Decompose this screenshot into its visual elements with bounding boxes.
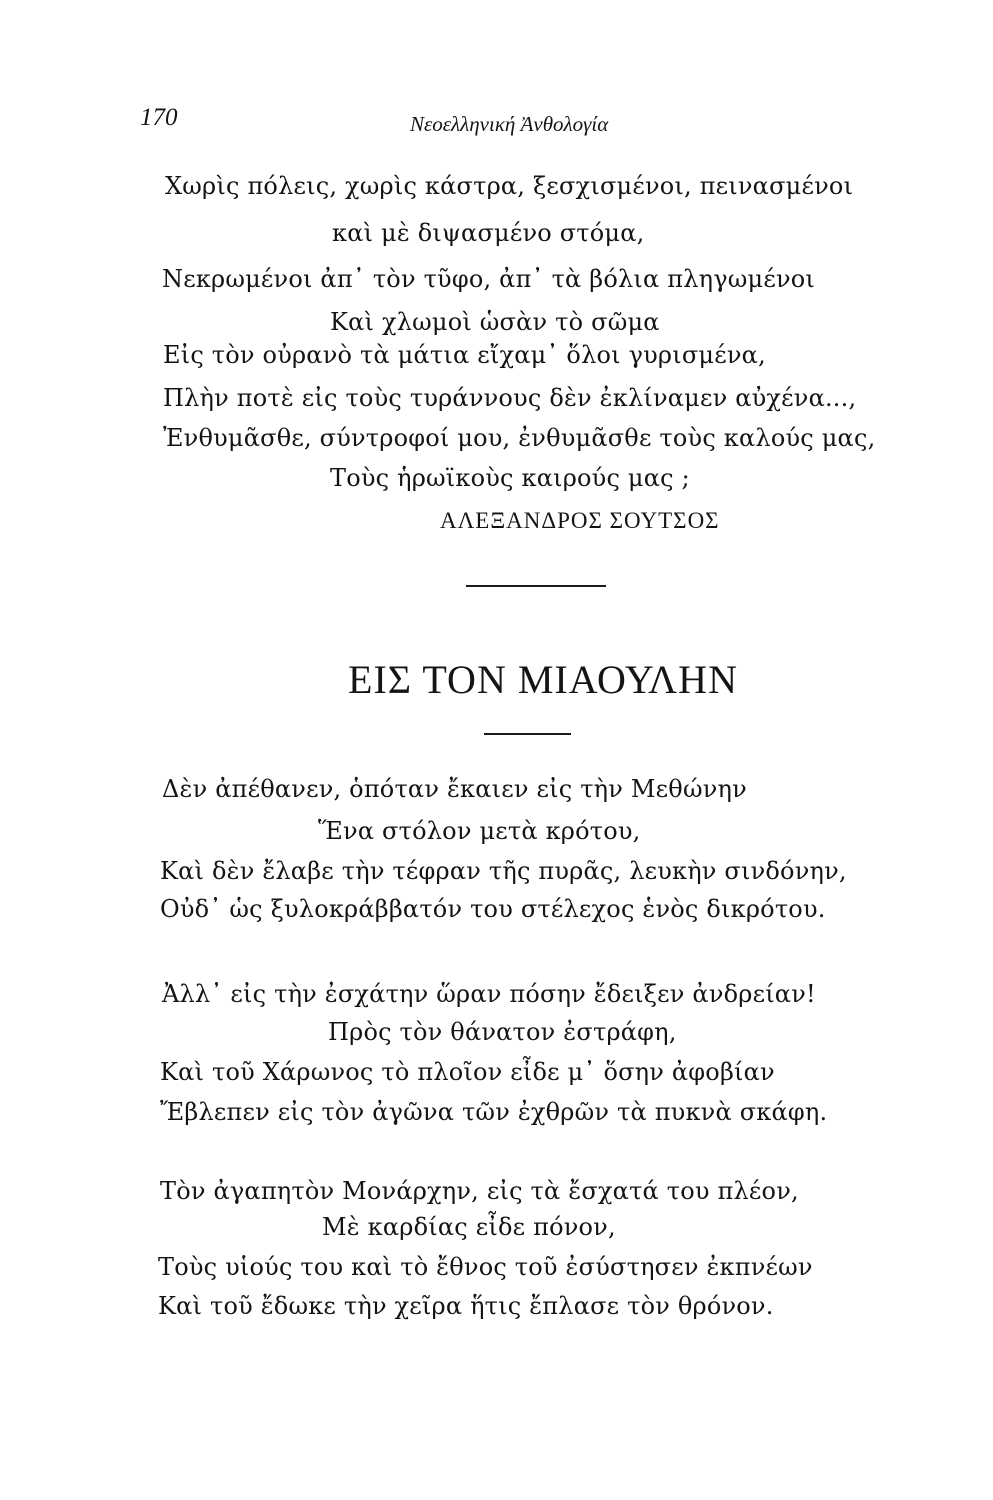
running-title: Νεοελληνική Ἀνθολογία	[410, 112, 609, 136]
verse-line: Ἔβλεπεν εἰς τὸν ἀγῶνα τῶν ἐχθρῶν τὰ πυκνὰ σκάφη.	[160, 1098, 828, 1126]
page-number: 170	[140, 104, 178, 131]
verse-line: Μὲ καρδίας εἶδε πόνον,	[322, 1213, 616, 1241]
verse-line: Ἀλλ᾽ εἰς τὴν ἐσχάτην ὥραν πόσην ἔδειξεν ἀνδρείαν!	[162, 980, 816, 1008]
verse-line: Τὸν ἀγαπητὸν Μονάρχην, εἰς τὰ ἔσχατά του πλέον,	[160, 1177, 799, 1205]
verse-line: Ἕνα στόλον μετὰ κρότου,	[318, 817, 641, 845]
verse-line: Οὐδ᾽ ὡς ξυλοκράββατόν του στέλεχος ἑνὸς δικρότου.	[160, 895, 826, 923]
verse-line: Εἰς τὸν οὐρανὸ τὰ μάτια εἴχαμ᾽ ὅλοι γυρισμένα,	[163, 341, 766, 369]
verse-line: Πλὴν ποτὲ εἰς τοὺς τυράννους δὲν ἐκλίναμεν αὐχένα...,	[163, 384, 857, 412]
verse-line: Τοὺς υἱούς του καὶ τὸ ἔθνος τοῦ ἐσύστησεν ἐκπνέων	[158, 1253, 813, 1281]
title-rule	[484, 733, 571, 735]
verse-line: Καὶ δὲν ἔλαβε τὴν τέφραν τῆς πυρᾶς, λευκὴν σινδόνην,	[160, 857, 847, 885]
poem-title: ΕΙΣ ΤΟΝ ΜΙΑΟΥΛΗΝ	[348, 657, 738, 702]
page-header	[0, 100, 993, 140]
verse-line: Δὲν ἀπέθανεν, ὁπόταν ἔκαιεν εἰς τὴν Μεθώνην	[162, 775, 747, 803]
verse-line: Καὶ τοῦ Χάρωνος τὸ πλοῖον εἶδε μ᾽ ὅσην ἀφοβίαν	[160, 1058, 775, 1086]
author-signature: ΑΛΕΞΑΝΔΡΟΣ ΣΟΥΤΣΟΣ	[440, 508, 720, 533]
verse-line: καὶ μὲ διψασμένο στόμα,	[332, 219, 645, 247]
verse-line: Χωρὶς πόλεις, χωρὶς κάστρα, ξεσχισμένοι, πεινασμένοι	[165, 172, 854, 200]
verse-line: Καὶ τοῦ ἔδωκε τὴν χεῖρα ἥτις ἔπλασε τὸν θρόνον.	[158, 1292, 774, 1320]
verse-line: Τοὺς ἡρωϊκοὺς καιρούς μας ;	[330, 464, 690, 492]
section-divider	[466, 585, 606, 587]
verse-line: Ἐνθυμᾶσθε, σύντροφοί μου, ἐνθυμᾶσθε τοὺς καλούς μας,	[163, 424, 876, 452]
verse-line: Πρὸς τὸν θάνατον ἐστράφη,	[328, 1018, 677, 1046]
verse-line: Καὶ χλωμοὶ ὡσὰν τὸ σῶμα	[330, 308, 660, 336]
verse-line: Νεκρωμένοι ἀπ᾽ τὸν τῦφο, ἀπ᾽ τὰ βόλια πληγωμένοι	[162, 265, 816, 293]
